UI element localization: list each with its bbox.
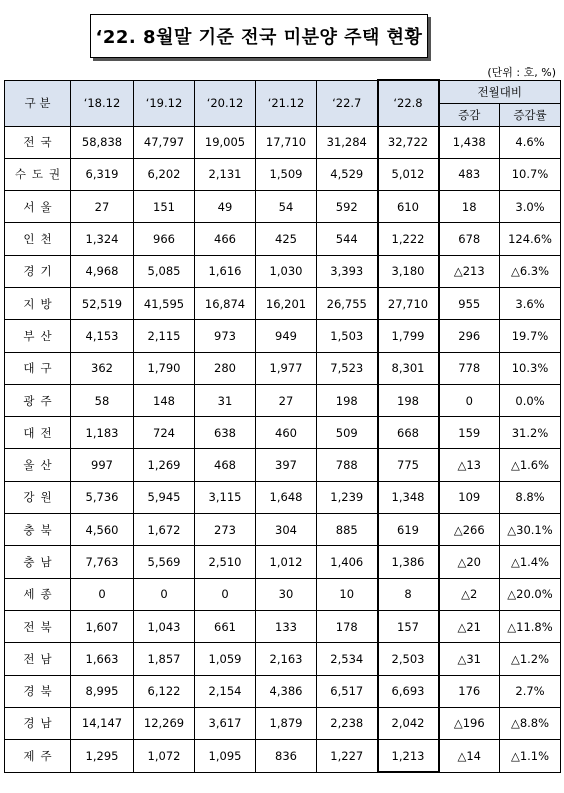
table-row: [5, 191, 561, 223]
table-row: [5, 352, 561, 384]
change-cell: 678: [439, 223, 500, 255]
table-row: [5, 320, 561, 352]
value-cell: 27: [71, 191, 134, 223]
change-rate-cell: 10.7%: [500, 158, 561, 190]
region-cell: 경기: [5, 255, 71, 287]
value-cell: 3,115: [195, 481, 256, 513]
table-row: [5, 643, 561, 675]
value-cell: 1,059: [195, 643, 256, 675]
value-cell: 151: [134, 191, 195, 223]
change-cell: △20: [439, 546, 500, 578]
change-rate-cell: △11.8%: [500, 610, 561, 642]
value-cell: 2,510: [195, 546, 256, 578]
region-cell: 충북: [5, 514, 71, 546]
change-cell: △213: [439, 255, 500, 287]
value-cell: 1,790: [134, 352, 195, 384]
value-cell: 2,154: [195, 675, 256, 707]
value-cell: 836: [256, 740, 317, 773]
change-rate-cell: 31.2%: [500, 417, 561, 449]
change-cell: △14: [439, 740, 500, 773]
value-cell: 4,386: [256, 675, 317, 707]
value-cell: 2,115: [134, 320, 195, 352]
header-period: ‘20.12: [195, 80, 256, 126]
value-cell: 6,202: [134, 158, 195, 190]
value-cell: 1,607: [71, 610, 134, 642]
table-row: [5, 707, 561, 739]
table-row: [5, 384, 561, 416]
value-cell: 6,122: [134, 675, 195, 707]
region-cell: 지방: [5, 287, 71, 319]
change-cell: △266: [439, 514, 500, 546]
value-cell-current: 8,301: [378, 352, 439, 384]
change-rate-cell: 10.3%: [500, 352, 561, 384]
value-cell: 0: [195, 578, 256, 610]
value-cell: 7,523: [317, 352, 378, 384]
table-row: [5, 546, 561, 578]
value-cell: 2,238: [317, 707, 378, 739]
value-cell: 788: [317, 449, 378, 481]
region-cell: 충남: [5, 546, 71, 578]
region-cell: 울산: [5, 449, 71, 481]
value-cell: 468: [195, 449, 256, 481]
value-cell: 2,534: [317, 643, 378, 675]
table-row: [5, 158, 561, 190]
value-cell: 54: [256, 191, 317, 223]
value-cell: 5,085: [134, 255, 195, 287]
region-cell: 전북: [5, 610, 71, 642]
change-rate-cell: △1.2%: [500, 643, 561, 675]
header-change-rate: 증감률: [500, 103, 561, 126]
value-cell: 2,131: [195, 158, 256, 190]
value-cell: 1,043: [134, 610, 195, 642]
value-cell: 1,269: [134, 449, 195, 481]
value-cell-current: 775: [378, 449, 439, 481]
value-cell: 4,529: [317, 158, 378, 190]
value-cell: 1,183: [71, 417, 134, 449]
value-cell: 58: [71, 384, 134, 416]
value-cell-current: 1,799: [378, 320, 439, 352]
value-cell: 724: [134, 417, 195, 449]
value-cell-current: 5,012: [378, 158, 439, 190]
table-row: [5, 417, 561, 449]
table-row: [5, 287, 561, 319]
value-cell: 12,269: [134, 707, 195, 739]
value-cell: 280: [195, 352, 256, 384]
document-title: ‘22. 8월말 기준 전국 미분양 주택 현황: [90, 14, 428, 58]
value-cell: 8,995: [71, 675, 134, 707]
table-row: [5, 740, 561, 773]
value-cell: 509: [317, 417, 378, 449]
value-cell: 1,616: [195, 255, 256, 287]
unit-note: (단위 : 호, %): [487, 66, 556, 79]
unsold-housing-table: [4, 79, 561, 773]
header-region: 구 분: [5, 80, 71, 126]
region-cell: 대전: [5, 417, 71, 449]
value-cell: 885: [317, 514, 378, 546]
value-cell: 198: [317, 384, 378, 416]
value-cell-current: 6,693: [378, 675, 439, 707]
table-row: [5, 255, 561, 287]
region-cell: 제주: [5, 740, 71, 773]
change-rate-cell: 19.7%: [500, 320, 561, 352]
change-rate-cell: 3.0%: [500, 191, 561, 223]
change-rate-cell: △30.1%: [500, 514, 561, 546]
value-cell-current: 8: [378, 578, 439, 610]
change-cell: 296: [439, 320, 500, 352]
value-cell: 0: [71, 578, 134, 610]
table-row: [5, 449, 561, 481]
value-cell: 1,503: [317, 320, 378, 352]
value-cell: 0: [134, 578, 195, 610]
value-cell: 52,519: [71, 287, 134, 319]
change-cell: 159: [439, 417, 500, 449]
table-row: [5, 610, 561, 642]
value-cell: 966: [134, 223, 195, 255]
value-cell: 6,319: [71, 158, 134, 190]
value-cell: 273: [195, 514, 256, 546]
value-cell: 178: [317, 610, 378, 642]
value-cell: 19,005: [195, 126, 256, 158]
change-rate-cell: △8.8%: [500, 707, 561, 739]
value-cell: 1,977: [256, 352, 317, 384]
value-cell: 3,617: [195, 707, 256, 739]
value-cell: 460: [256, 417, 317, 449]
value-cell-current: 1,386: [378, 546, 439, 578]
value-cell: 1,239: [317, 481, 378, 513]
change-cell: 176: [439, 675, 500, 707]
value-cell: 1,879: [256, 707, 317, 739]
change-cell: △31: [439, 643, 500, 675]
table-row: [5, 481, 561, 513]
value-cell: 973: [195, 320, 256, 352]
header-mom: 전월대비: [439, 80, 561, 103]
value-cell: 1,095: [195, 740, 256, 773]
region-cell: 전국: [5, 126, 71, 158]
table-row: [5, 126, 561, 158]
change-cell: 483: [439, 158, 500, 190]
change-cell: 778: [439, 352, 500, 384]
value-cell-current: 157: [378, 610, 439, 642]
value-cell: 49: [195, 191, 256, 223]
value-cell: 304: [256, 514, 317, 546]
table-row: [5, 223, 561, 255]
value-cell-current: 198: [378, 384, 439, 416]
value-cell: 30: [256, 578, 317, 610]
value-cell-current: 3,180: [378, 255, 439, 287]
table-row: [5, 514, 561, 546]
value-cell-current: 32,722: [378, 126, 439, 158]
header-period: ‘19.12: [134, 80, 195, 126]
region-cell: 수도권: [5, 158, 71, 190]
change-rate-cell: 4.6%: [500, 126, 561, 158]
change-rate-cell: △6.3%: [500, 255, 561, 287]
region-cell: 경북: [5, 675, 71, 707]
value-cell: 1,663: [71, 643, 134, 675]
change-rate-cell: 8.8%: [500, 481, 561, 513]
change-rate-cell: △1.4%: [500, 546, 561, 578]
region-cell: 부산: [5, 320, 71, 352]
value-cell: 5,569: [134, 546, 195, 578]
change-rate-cell: △1.6%: [500, 449, 561, 481]
value-cell-current: 610: [378, 191, 439, 223]
region-cell: 광주: [5, 384, 71, 416]
value-cell: 16,874: [195, 287, 256, 319]
change-rate-cell: 124.6%: [500, 223, 561, 255]
header-period: ‘21.12: [256, 80, 317, 126]
change-rate-cell: 3.6%: [500, 287, 561, 319]
value-cell-current: 619: [378, 514, 439, 546]
change-cell: 109: [439, 481, 500, 513]
value-cell: 4,153: [71, 320, 134, 352]
value-cell-current: 2,042: [378, 707, 439, 739]
value-cell: 41,595: [134, 287, 195, 319]
value-cell: 4,968: [71, 255, 134, 287]
region-cell: 세종: [5, 578, 71, 610]
value-cell-current: 1,213: [378, 740, 439, 773]
value-cell: 544: [317, 223, 378, 255]
value-cell: 3,393: [317, 255, 378, 287]
value-cell: 10: [317, 578, 378, 610]
value-cell: 592: [317, 191, 378, 223]
region-cell: 서울: [5, 191, 71, 223]
change-cell: △21: [439, 610, 500, 642]
value-cell: 638: [195, 417, 256, 449]
region-cell: 경남: [5, 707, 71, 739]
value-cell: 16,201: [256, 287, 317, 319]
value-cell: 5,736: [71, 481, 134, 513]
value-cell: 1,072: [134, 740, 195, 773]
change-cell: △2: [439, 578, 500, 610]
region-cell: 전남: [5, 643, 71, 675]
change-cell: 18: [439, 191, 500, 223]
value-cell: 1,509: [256, 158, 317, 190]
value-cell: 31: [195, 384, 256, 416]
region-cell: 인천: [5, 223, 71, 255]
table-row: [5, 675, 561, 707]
change-rate-cell: △1.1%: [500, 740, 561, 773]
value-cell: 5,945: [134, 481, 195, 513]
value-cell: 997: [71, 449, 134, 481]
value-cell: 26,755: [317, 287, 378, 319]
value-cell: 397: [256, 449, 317, 481]
change-rate-cell: 2.7%: [500, 675, 561, 707]
value-cell-current: 1,222: [378, 223, 439, 255]
value-cell-current: 27,710: [378, 287, 439, 319]
value-cell: 466: [195, 223, 256, 255]
value-cell: 148: [134, 384, 195, 416]
value-cell: 661: [195, 610, 256, 642]
value-cell: 4,560: [71, 514, 134, 546]
change-cell: 955: [439, 287, 500, 319]
value-cell: 6,517: [317, 675, 378, 707]
value-cell: 1,012: [256, 546, 317, 578]
value-cell: 2,163: [256, 643, 317, 675]
change-cell: 1,438: [439, 126, 500, 158]
change-rate-cell: 0.0%: [500, 384, 561, 416]
change-cell: △196: [439, 707, 500, 739]
header-change: 증감: [439, 103, 500, 126]
header-period: ‘18.12: [71, 80, 134, 126]
value-cell: 425: [256, 223, 317, 255]
value-cell: 362: [71, 352, 134, 384]
value-cell: 17,710: [256, 126, 317, 158]
value-cell: 1,857: [134, 643, 195, 675]
table-row: [5, 578, 561, 610]
header-period-current: ‘22.8: [378, 80, 439, 126]
value-cell: 1,295: [71, 740, 134, 773]
change-cell: 0: [439, 384, 500, 416]
header-period: ‘22.7: [317, 80, 378, 126]
region-cell: 강원: [5, 481, 71, 513]
value-cell: 1,030: [256, 255, 317, 287]
value-cell: 1,648: [256, 481, 317, 513]
value-cell-current: 2,503: [378, 643, 439, 675]
value-cell: 1,227: [317, 740, 378, 773]
value-cell: 14,147: [71, 707, 134, 739]
value-cell: 1,672: [134, 514, 195, 546]
change-cell: △13: [439, 449, 500, 481]
value-cell: 31,284: [317, 126, 378, 158]
value-cell: 58,838: [71, 126, 134, 158]
value-cell: 1,324: [71, 223, 134, 255]
value-cell: 949: [256, 320, 317, 352]
value-cell: 27: [256, 384, 317, 416]
value-cell: 1,406: [317, 546, 378, 578]
value-cell: 7,763: [71, 546, 134, 578]
change-rate-cell: △20.0%: [500, 578, 561, 610]
value-cell: 47,797: [134, 126, 195, 158]
value-cell: 133: [256, 610, 317, 642]
region-cell: 대구: [5, 352, 71, 384]
value-cell-current: 1,348: [378, 481, 439, 513]
value-cell-current: 668: [378, 417, 439, 449]
